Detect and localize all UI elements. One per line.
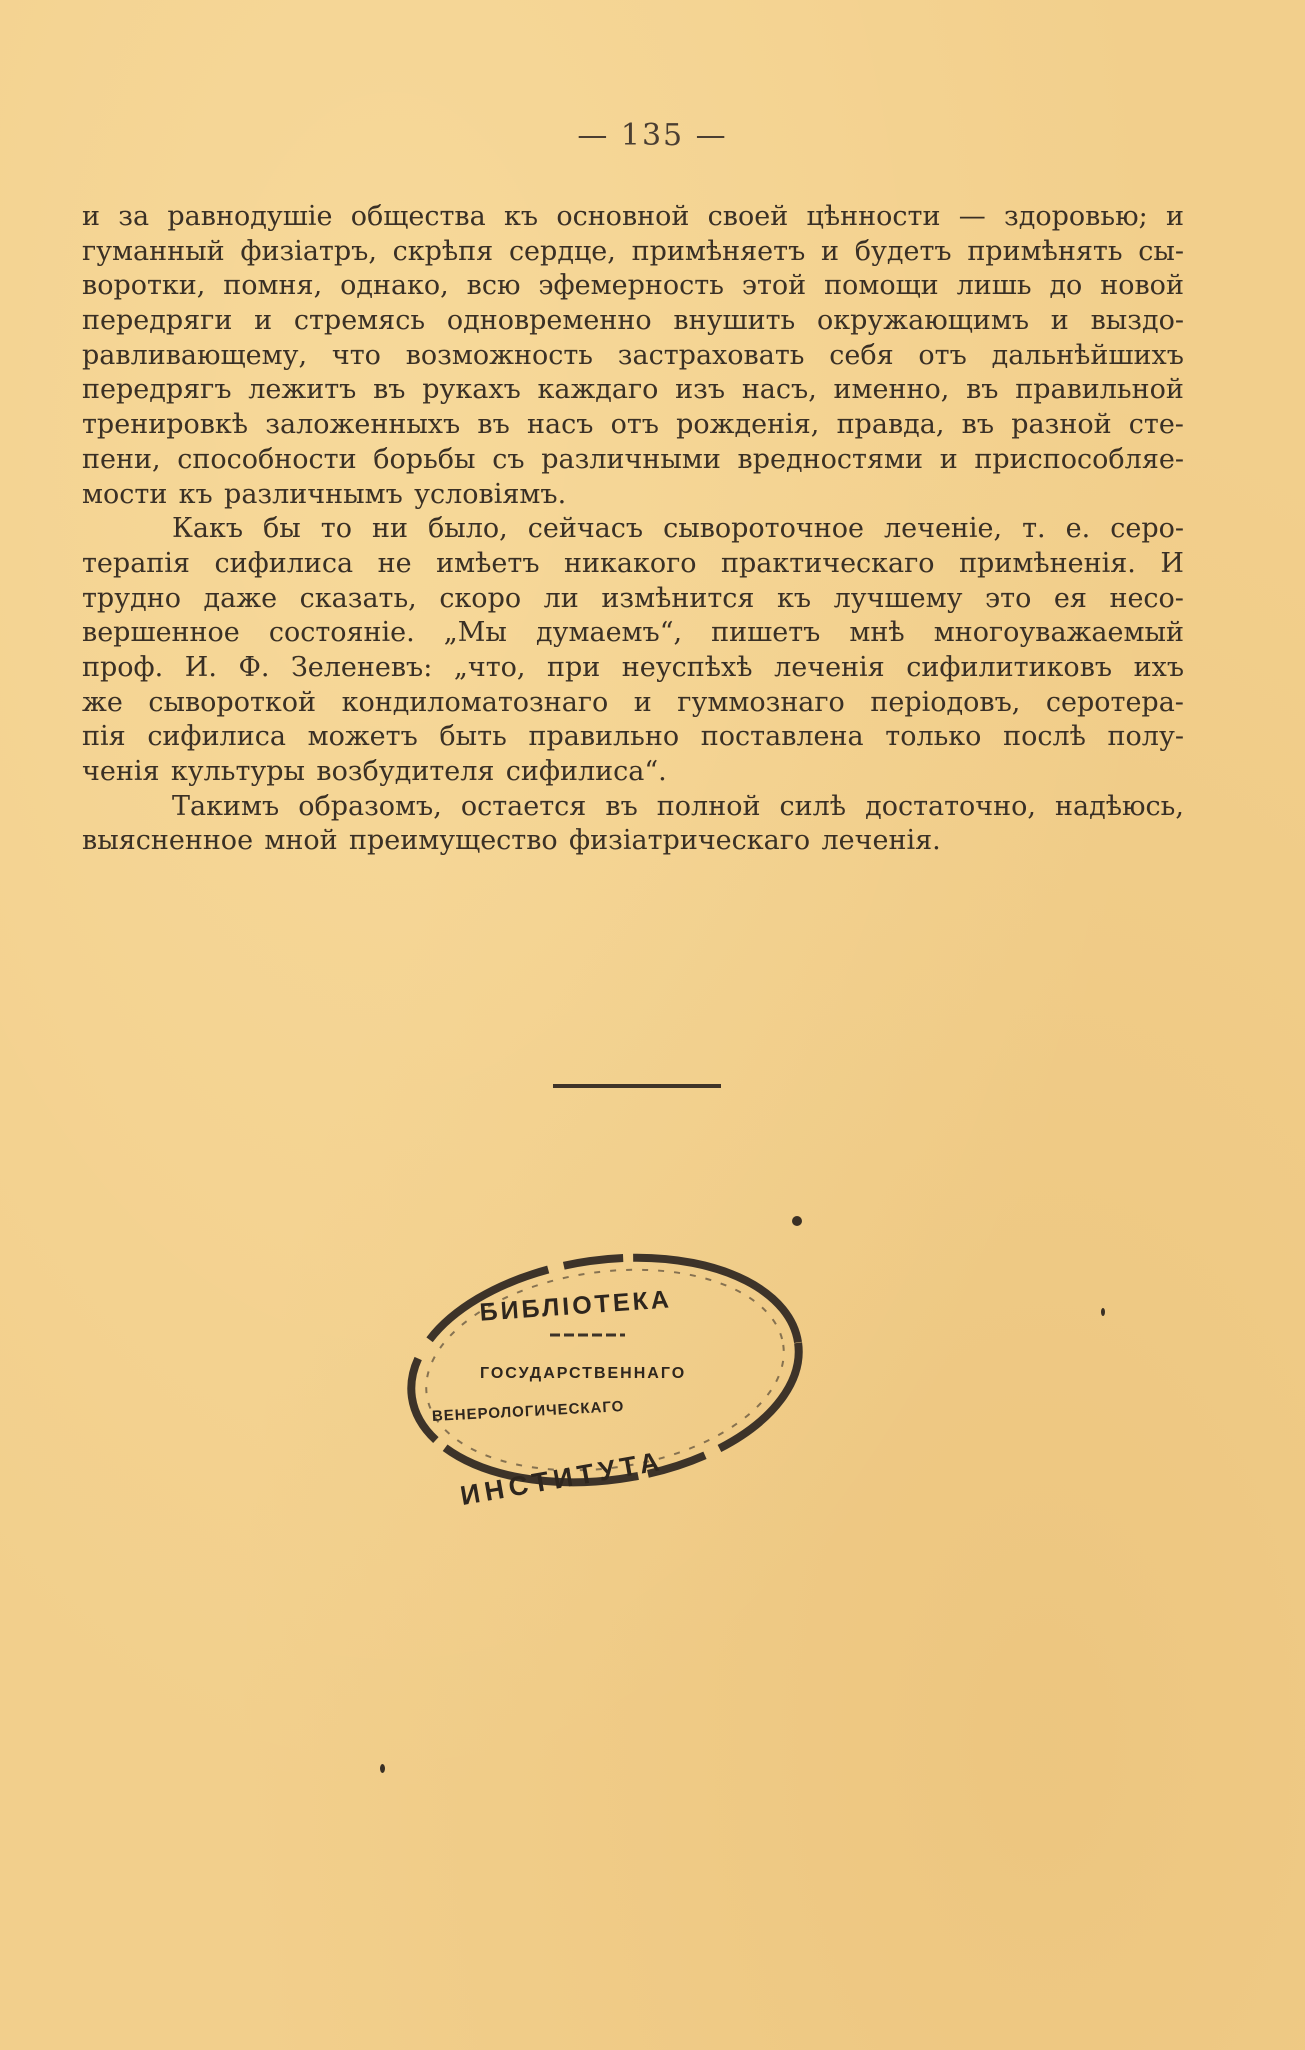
word: себя bbox=[829, 339, 894, 371]
word: всю bbox=[466, 270, 521, 302]
word: сифилиса bbox=[214, 547, 354, 579]
word: дальнѣйшихъ bbox=[991, 339, 1184, 371]
word: серо- bbox=[1110, 513, 1184, 545]
word: сывороткой bbox=[148, 686, 317, 718]
word: физіатръ, bbox=[240, 235, 377, 267]
word: основной bbox=[556, 201, 690, 232]
word: думаемъ“, bbox=[535, 617, 683, 649]
word: различнымъ bbox=[224, 478, 403, 510]
word: состояніе. bbox=[268, 617, 415, 649]
word: послѣ bbox=[1003, 721, 1086, 753]
word: не bbox=[377, 547, 412, 579]
word: сифилиса“. bbox=[505, 756, 667, 787]
word: несо- bbox=[1109, 582, 1184, 614]
word: только bbox=[885, 721, 982, 753]
word: вершенное bbox=[82, 617, 240, 649]
word: сте- bbox=[1128, 409, 1184, 441]
word: лишь bbox=[956, 270, 1032, 302]
word: „Мы bbox=[443, 617, 507, 649]
word: Зеленевъ: bbox=[290, 651, 433, 683]
word: сывороточное bbox=[663, 513, 864, 545]
word: передряги bbox=[82, 305, 233, 337]
text-line bbox=[82, 339, 1184, 374]
word: одновременно bbox=[446, 305, 652, 337]
word: рожденія, bbox=[676, 409, 820, 441]
word: леченіе, bbox=[883, 513, 1003, 545]
text-line bbox=[82, 512, 1184, 547]
word: мной bbox=[264, 825, 338, 857]
word: этой bbox=[741, 270, 807, 302]
word: гуммознаго bbox=[677, 686, 845, 718]
text-line bbox=[82, 408, 1184, 443]
text-line bbox=[82, 373, 1184, 408]
word: правильно bbox=[528, 721, 680, 753]
word: И bbox=[1160, 547, 1184, 579]
word: скоро bbox=[439, 582, 522, 614]
word: е. bbox=[1065, 513, 1091, 545]
word: достаточно, bbox=[865, 790, 1036, 822]
word: возбудителя bbox=[316, 756, 495, 787]
word: до bbox=[1049, 270, 1083, 302]
word: полу- bbox=[1107, 721, 1184, 753]
word: было, bbox=[428, 513, 508, 545]
word: передрягъ bbox=[82, 374, 232, 406]
word: стремясь bbox=[293, 305, 426, 337]
text-line bbox=[82, 582, 1184, 617]
word: серотера- bbox=[1045, 686, 1184, 718]
word: пія bbox=[82, 721, 126, 753]
word: изъ bbox=[675, 374, 726, 406]
word: поставлена bbox=[700, 721, 864, 753]
word: помня, bbox=[223, 270, 323, 302]
word: выясненное bbox=[82, 825, 254, 857]
word: культуры bbox=[170, 756, 306, 787]
word: — bbox=[958, 201, 986, 232]
text-line bbox=[82, 443, 1184, 478]
word: и bbox=[254, 305, 273, 337]
text-line bbox=[82, 478, 1184, 513]
word: насъ, bbox=[741, 374, 817, 406]
word: именно, bbox=[833, 374, 950, 406]
word: въ bbox=[477, 409, 510, 441]
word: правда, bbox=[836, 409, 945, 441]
word: неуспѣхѣ bbox=[621, 651, 753, 683]
word: силѣ bbox=[779, 790, 847, 822]
word: выздо- bbox=[1090, 305, 1184, 337]
stamp-line-4: ИНСТИТУТА bbox=[458, 1445, 667, 1512]
word: Ф. bbox=[238, 651, 270, 683]
word: въ bbox=[605, 790, 638, 822]
word: при bbox=[547, 651, 601, 683]
word: сейчасъ bbox=[527, 513, 644, 545]
word: въ bbox=[966, 374, 999, 406]
text-line bbox=[82, 651, 1184, 686]
stamp-line-3: ВЕНЕРОЛОГИЧЕСКАГО bbox=[431, 1397, 625, 1426]
word: т. bbox=[1022, 513, 1046, 545]
word: мнѣ bbox=[849, 617, 905, 649]
word: къ bbox=[777, 582, 812, 614]
word: цѣнности bbox=[806, 201, 941, 232]
word: разной bbox=[1011, 409, 1112, 441]
page-number: — 135 — bbox=[577, 118, 728, 153]
word: многоуважаемый bbox=[933, 617, 1184, 649]
word: сказать, bbox=[299, 582, 417, 614]
word: леченія bbox=[774, 651, 885, 683]
word: и bbox=[1050, 305, 1069, 337]
word: леченія. bbox=[821, 825, 941, 857]
word: тренировкѣ bbox=[82, 409, 249, 441]
text-line bbox=[82, 304, 1184, 339]
library-stamp bbox=[380, 1230, 830, 1540]
word: полной bbox=[656, 790, 761, 822]
word: къ bbox=[178, 478, 213, 510]
word: образомъ, bbox=[298, 790, 442, 822]
text-line bbox=[82, 720, 1184, 755]
word: общества bbox=[350, 201, 486, 232]
word: надѣюсь, bbox=[1055, 790, 1184, 822]
word: условіямъ. bbox=[414, 478, 567, 510]
word: окружающимъ bbox=[817, 305, 1030, 337]
word: бы bbox=[263, 513, 301, 545]
ink-speck bbox=[380, 1764, 385, 1773]
section-rule bbox=[553, 1084, 721, 1088]
word: равнодушіе bbox=[167, 201, 333, 232]
word: за bbox=[118, 201, 150, 232]
word: имѣетъ bbox=[436, 547, 540, 579]
word: и bbox=[633, 686, 652, 718]
word: пени, bbox=[82, 443, 161, 475]
word: примѣненія. bbox=[959, 547, 1136, 579]
ink-speck bbox=[1101, 1308, 1105, 1316]
word: періодовъ, bbox=[870, 686, 1021, 718]
text-line bbox=[82, 686, 1184, 721]
word: Какъ bbox=[172, 513, 244, 545]
word: воротки, bbox=[82, 270, 206, 302]
word: лежитъ bbox=[248, 374, 357, 406]
word: рукахъ bbox=[422, 374, 521, 406]
word: правильной bbox=[1015, 374, 1184, 406]
word: кондиломатознаго bbox=[341, 686, 609, 718]
word: способности bbox=[177, 443, 357, 475]
word: и bbox=[1165, 201, 1184, 232]
word: въ bbox=[373, 374, 406, 406]
word: приспособляе- bbox=[974, 443, 1184, 475]
word: ихъ bbox=[1133, 651, 1184, 683]
word: скрѣпя bbox=[392, 235, 494, 267]
word: то bbox=[320, 513, 352, 545]
text-line bbox=[82, 200, 1184, 235]
word: заложенныхъ bbox=[265, 409, 461, 441]
word: лучшему bbox=[833, 582, 963, 614]
word: однако, bbox=[340, 270, 449, 302]
word: никакого bbox=[564, 547, 697, 579]
text-line bbox=[82, 824, 1184, 859]
word: преимущество bbox=[348, 825, 558, 857]
word: застраховать bbox=[617, 339, 805, 371]
word: равливающему, bbox=[82, 339, 308, 371]
word: Такимъ bbox=[172, 790, 280, 822]
word: можетъ bbox=[307, 721, 418, 753]
word: что bbox=[331, 339, 381, 371]
word: же bbox=[82, 686, 123, 718]
word: различными bbox=[541, 443, 721, 475]
word: помощи bbox=[824, 270, 939, 302]
word: ли bbox=[543, 582, 579, 614]
stamp-line-2: ГОСУДАРСТВЕННАГО bbox=[480, 1365, 687, 1382]
word: каждаго bbox=[537, 374, 659, 406]
text-line bbox=[82, 235, 1184, 270]
word: новой bbox=[1100, 270, 1184, 302]
word: къ bbox=[503, 201, 539, 232]
word: „что, bbox=[453, 651, 526, 683]
word: возможность bbox=[405, 339, 593, 371]
word: будетъ bbox=[854, 235, 952, 267]
word: это bbox=[985, 582, 1032, 614]
word: примѣнять bbox=[967, 235, 1123, 267]
word: практическаго bbox=[721, 547, 935, 579]
word: ея bbox=[1053, 582, 1087, 614]
word: здоровью; bbox=[1004, 201, 1148, 232]
word: пишетъ bbox=[711, 617, 821, 649]
body-text bbox=[82, 200, 1184, 859]
stamp-line-1: БИБЛІОТЕКА bbox=[478, 1285, 673, 1327]
word: въ bbox=[961, 409, 995, 441]
word: физіатрическаго bbox=[569, 825, 811, 857]
word: своей bbox=[707, 201, 789, 232]
word: борьбы bbox=[373, 443, 476, 475]
word: отъ bbox=[610, 409, 659, 441]
word: насъ bbox=[526, 409, 594, 441]
word: и bbox=[939, 443, 958, 475]
word: ченія bbox=[82, 756, 160, 787]
word: сы- bbox=[1138, 235, 1184, 267]
word: примѣняетъ bbox=[631, 235, 806, 267]
word: и bbox=[82, 201, 100, 232]
word: трудно bbox=[82, 582, 181, 614]
word: сифилитиковъ bbox=[906, 651, 1113, 683]
text-line bbox=[82, 547, 1184, 582]
word: вредностями bbox=[737, 443, 923, 475]
word: отъ bbox=[918, 339, 967, 371]
word: проф. bbox=[82, 651, 164, 683]
text-line bbox=[82, 755, 1184, 790]
word: съ bbox=[492, 443, 525, 475]
word: и bbox=[821, 235, 839, 267]
word: ни bbox=[372, 513, 408, 545]
word: И. bbox=[184, 651, 217, 683]
word: сердце, bbox=[508, 235, 616, 267]
word: быть bbox=[439, 721, 507, 753]
text-line bbox=[82, 790, 1184, 825]
word: остается bbox=[460, 790, 587, 822]
text-line bbox=[82, 269, 1184, 304]
word: даже bbox=[203, 582, 278, 614]
word: сифилиса bbox=[147, 721, 286, 753]
word: терапія bbox=[82, 547, 190, 579]
text-line bbox=[82, 616, 1184, 651]
word: эфемерность bbox=[538, 270, 724, 302]
ink-speck bbox=[792, 1216, 802, 1226]
word: гуманный bbox=[82, 235, 225, 267]
word: внушить bbox=[673, 305, 796, 337]
word: измѣнится bbox=[601, 582, 755, 614]
word: мости bbox=[82, 478, 168, 510]
